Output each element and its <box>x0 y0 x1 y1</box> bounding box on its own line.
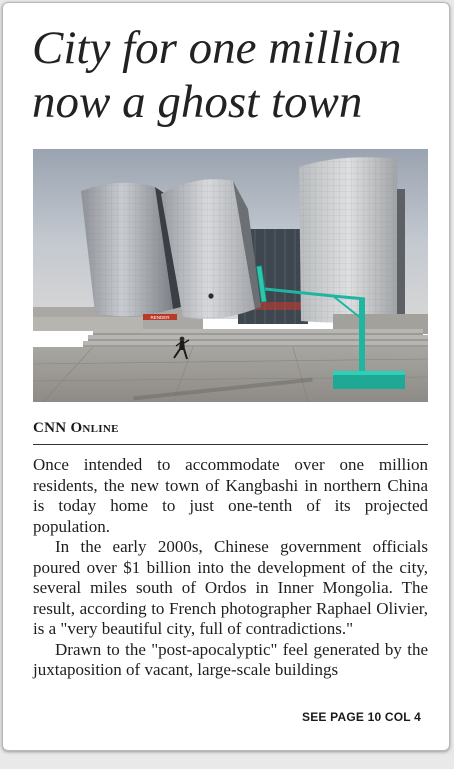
source-label: CNN Online <box>33 420 119 436</box>
paragraph-2: In the early 2000s, Chinese government officials poured over $1 billion into the development of the city, several miles south of Ordos in Inner Mongolia. The result, according to French photographer Raphael Olivier, is a "very beautiful city, full of contradictions." <box>33 537 428 638</box>
building-sign: RENDER <box>150 315 170 320</box>
continuation-link[interactable]: SEE PAGE 10 COL 4 <box>302 710 421 724</box>
paragraph-1: Once intended to accommodate over one million residents, the new town of Kangbashi in northern China is today home to just one-tenth of its projected population. <box>33 455 428 536</box>
article-photo <box>33 149 428 402</box>
headline-line-1: City for one million <box>32 22 402 74</box>
basketball <box>208 293 213 298</box>
paragraph-3: Drawn to the "post-apocalyptic" feel generated by the juxtaposition of vacant, large-scale buildings <box>33 639 428 679</box>
article-card <box>2 2 450 751</box>
article-body <box>33 455 428 681</box>
headline <box>32 21 432 129</box>
headline-line-2: now a ghost town <box>32 76 363 128</box>
divider-rule <box>33 444 428 445</box>
